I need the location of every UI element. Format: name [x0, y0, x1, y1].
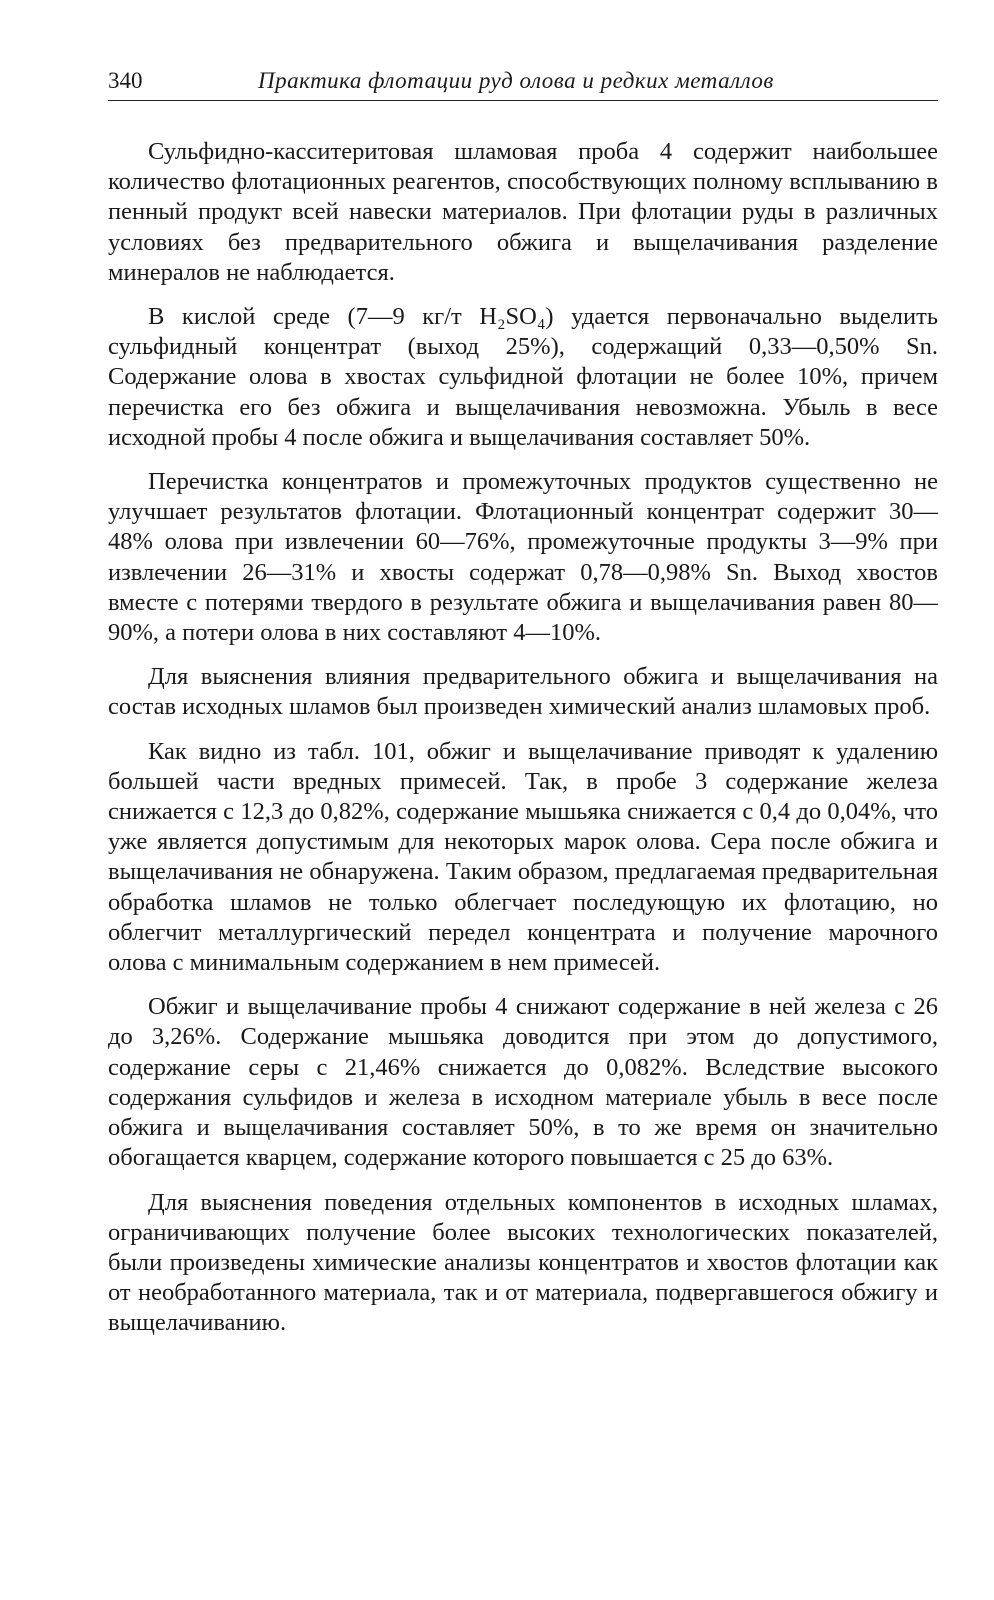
- paragraph: В кислой среде (7—9 кг/т H₂SO₄) удается первоначально выделить сульфидный концентрат (выход 25%), содержащий 0,33—0,50% Sn. Содержание олова в хвостах сульфидной флотации не более 10%, причем перечистка его без обжига и выщелачивания невозможна. Убыль в весе исходной пробы 4 после обжига и выщелачивания составляет 50%.: [108, 303, 938, 451]
- running-title: Практика флотации руд олова и редких металлов: [258, 68, 774, 93]
- paragraph: Перечистка концентратов и промежуточных продуктов существенно не улучшает результатов флотации. Флотационный концентрат содержит 30—48% олова при извлечении 60—76%, промежуточные продукты 3—9% при извлечении 26—31% и хвосты содержат 0,78—0,98% Sn. Выход хвостов вместе с потерями твердого в результате обжига и выщелачивания равен 80—90%, а потери олова в них составляют 4—10%.: [108, 468, 938, 647]
- book-page: [108, 60, 938, 1339]
- paragraph: Для выяснения влияния предварительного обжига и выщелачивания на состав исходных шламов был произведен химический анализ шламовых проб.: [108, 663, 938, 721]
- page-header: [108, 60, 938, 101]
- page-number: 340: [108, 68, 143, 93]
- body-text: [108, 137, 938, 1339]
- paragraph: Как видно из табл. 101, обжиг и выщелачивание приводят к удалению большей части вредных примесей. Так, в пробе 3 содержание железа снижается с 12,3 до 0,82%, содержание мышьяка снижается с 0,4 до 0,04%, что уже является допустимым для некоторых марок олова. Сера после обжига и выщелачивания не обнаружена. Таким образом, предлагаемая предварительная обработка шламов не только облегчает последующую их флотацию, но облегчит металлургический передел концентрата и получение марочного олова с минимальным содержанием в нем примесей.: [108, 737, 938, 977]
- paragraph: Сульфидно-касситеритовая шламовая проба 4 содержит наибольшее количество флотационных реагентов, способствующих полному всплыванию в пенный продукт всей навески материалов. При флотации руды в различных условиях без предварительного обжига и выщелачивания разделение минералов не наблюдается.: [108, 138, 938, 286]
- paragraph: Обжиг и выщелачивание пробы 4 снижают содержание в ней железа с 26 до 3,26%. Содержание мышьяка доводится при этом до допустимого, содержание серы с 21,46% снижается до 0,082%. Вследствие высокого содержания сульфидов и железа в исходном материале убыль в весе после обжига и выщелачивания составляет 50%, в то же время он значительно обогащается кварцем, содержание которого повышается с 25 до 63%.: [108, 993, 938, 1172]
- paragraph: Для выяснения поведения отдельных компонентов в исходных шламах, ограничивающих получение более высоких технологических показателей, были произведены химические анализы концентратов и хвостов флотации как от необработанного материала, так и от материала, подвергавшегося обжигу и выщелачиванию.: [108, 1188, 938, 1337]
